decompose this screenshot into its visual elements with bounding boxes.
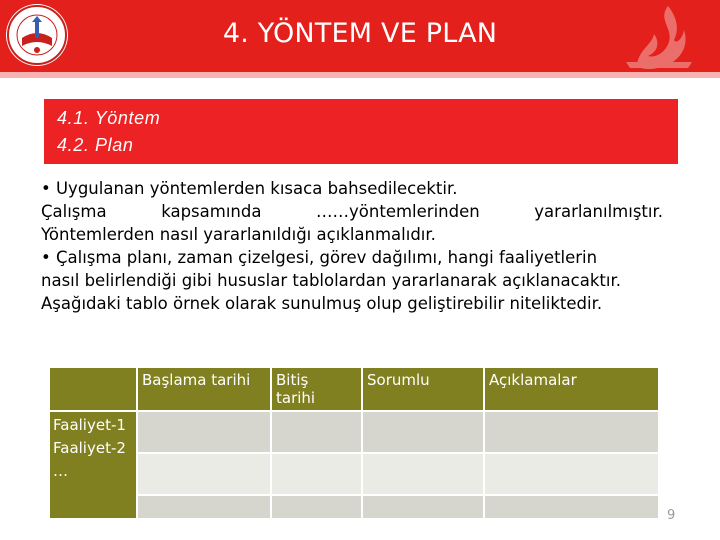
body-text — [41, 177, 663, 315]
justified-line — [41, 200, 663, 223]
bullet-line-1 — [41, 177, 663, 200]
table-cell[interactable] — [362, 495, 484, 519]
table-cell[interactable] — [362, 453, 484, 495]
title-bar-underline — [0, 72, 720, 78]
table-cell[interactable] — [271, 495, 362, 519]
word-yararlanilmistir: yararlanılmıştır. — [534, 202, 663, 221]
table-header-corner — [49, 367, 137, 411]
word-kapsaminda: kapsamında — [161, 202, 262, 221]
table-header-responsible: Sorumlu — [362, 367, 484, 411]
page-title: 4. YÖNTEM VE PLAN — [222, 18, 498, 49]
table-cell[interactable] — [484, 453, 659, 495]
table-row — [49, 495, 659, 519]
plan-table — [48, 366, 660, 520]
body-line-3: Yöntemlerden nasıl yararlanıldığı açıklanmalıdır. — [41, 225, 436, 244]
bullet-icon: • — [41, 179, 56, 198]
page-number: 9 — [667, 508, 676, 523]
table-row — [49, 411, 659, 453]
table-cell[interactable] — [362, 411, 484, 453]
table-header-row — [49, 367, 659, 411]
body-line-6: Aşağıdaki tablo örnek olarak sunulmuş olup geliştirebilir niteliktedir. — [41, 294, 603, 313]
word-yontemlerinden: ……yöntemlerinden — [316, 202, 480, 221]
subsection-yontem: 4.1. Yöntem — [57, 108, 161, 128]
body-line-5: nasıl belirlendiği gibi hususlar tablolardan yararlanarak açıklanacaktır. — [41, 271, 621, 290]
flame-icon — [618, 4, 700, 70]
table-cell[interactable] — [137, 453, 271, 495]
word-calisma: Çalışma — [41, 202, 107, 221]
table-cell[interactable] — [271, 411, 362, 453]
subsection-box — [44, 99, 678, 164]
bullet-2-text: Çalışma planı, zaman çizelgesi, görev dağılımı, hangi faaliyetlerin — [55, 248, 598, 267]
bullet-1-text: Uygulanan yöntemlerden kısaca bahsedilecektir. — [55, 179, 458, 198]
row-labels: Faaliyet-1 Faaliyet-2 … — [53, 416, 126, 480]
bullet-line-2 — [41, 246, 663, 269]
table-cell[interactable] — [137, 495, 271, 519]
row-labels-cell — [49, 411, 137, 519]
table-cell[interactable] — [271, 453, 362, 495]
table-header-notes: Açıklamalar — [484, 367, 659, 411]
subsection-plan: 4.2. Plan — [57, 135, 134, 155]
table-row — [49, 453, 659, 495]
table-header-end: Bitiş tarihi — [271, 367, 362, 411]
table-cell[interactable] — [484, 411, 659, 453]
table-cell[interactable] — [137, 411, 271, 453]
table-cell[interactable] — [484, 495, 659, 519]
bullet-icon: • — [41, 248, 56, 267]
table-header-start: Başlama tarihi — [137, 367, 271, 411]
